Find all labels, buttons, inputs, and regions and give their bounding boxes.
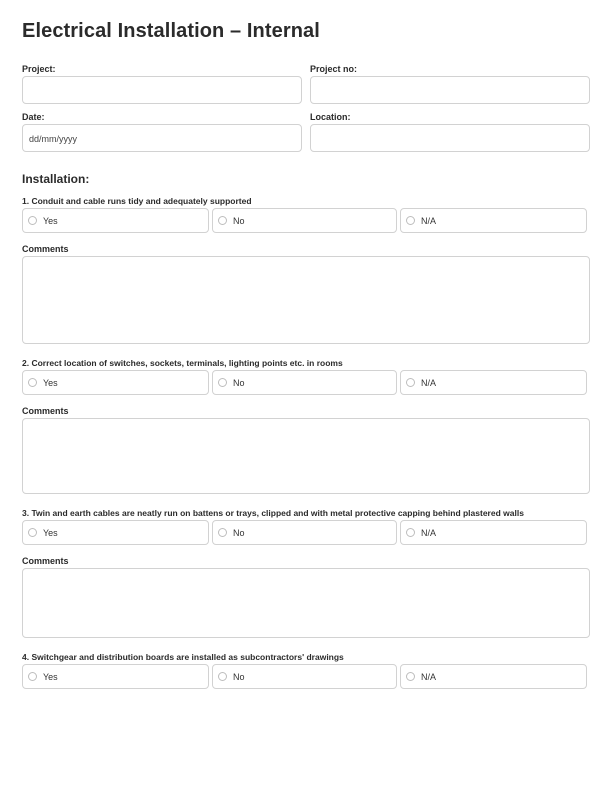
- question-1-text: 1. Conduit and cable runs tidy and adequately supported: [22, 196, 252, 206]
- option-label: N/A: [421, 216, 437, 226]
- radio-circle-icon: [28, 378, 37, 387]
- q3-comments-label: Comments: [22, 556, 69, 566]
- q2-option-no[interactable]: [212, 370, 397, 395]
- location-label: Location:: [310, 112, 351, 122]
- q1-comments-label: Comments: [22, 244, 69, 254]
- radio-circle-icon: [406, 378, 415, 387]
- option-label: No: [233, 378, 245, 388]
- date-placeholder: dd/mm/yyyy: [29, 134, 78, 144]
- option-label: No: [233, 528, 245, 538]
- page-title: Electrical Installation – Internal: [22, 20, 320, 42]
- project-no-input[interactable]: [310, 76, 590, 104]
- radio-circle-icon: [28, 672, 37, 681]
- option-label: N/A: [421, 378, 437, 388]
- option-label: Yes: [43, 378, 58, 388]
- date-input[interactable]: [22, 124, 302, 152]
- q2-option-na[interactable]: [400, 370, 587, 395]
- project-label: Project:: [22, 64, 56, 74]
- project-no-label: Project no:: [310, 64, 358, 74]
- radio-circle-icon: [218, 378, 227, 387]
- question-3-text: 3. Twin and earth cables are neatly run on battens or trays, clipped and with metal protective capping behind plastered walls: [22, 508, 524, 518]
- option-label: N/A: [421, 528, 437, 538]
- radio-circle-icon: [406, 528, 415, 537]
- q3-option-no[interactable]: [212, 520, 397, 545]
- location-input[interactable]: [310, 124, 590, 152]
- radio-circle-icon: [218, 672, 227, 681]
- q1-option-no[interactable]: [212, 208, 397, 233]
- option-label: Yes: [43, 672, 58, 682]
- radio-circle-icon: [406, 216, 415, 225]
- q4-option-no[interactable]: [212, 664, 397, 689]
- q3-comments-textarea[interactable]: [22, 568, 590, 638]
- radio-circle-icon: [28, 528, 37, 537]
- q1-option-yes[interactable]: [22, 208, 209, 233]
- q4-option-yes[interactable]: [22, 664, 209, 689]
- q4-option-na[interactable]: [400, 664, 587, 689]
- radio-circle-icon: [218, 528, 227, 537]
- q2-option-yes[interactable]: [22, 370, 209, 395]
- q1-comments-textarea[interactable]: [22, 256, 590, 344]
- option-label: No: [233, 216, 245, 226]
- project-input[interactable]: [22, 76, 302, 104]
- q3-option-yes[interactable]: [22, 520, 209, 545]
- radio-circle-icon: [406, 672, 415, 681]
- q1-option-na[interactable]: [400, 208, 587, 233]
- option-label: No: [233, 672, 245, 682]
- section-title: Installation:: [22, 172, 90, 186]
- radio-circle-icon: [28, 216, 37, 225]
- q2-comments-textarea[interactable]: [22, 418, 590, 494]
- question-4-text: 4. Switchgear and distribution boards are installed as subcontractors' drawings: [22, 652, 344, 662]
- question-2-text: 2. Correct location of switches, sockets, terminals, lighting points etc. in rooms: [22, 358, 343, 368]
- date-label: Date:: [22, 112, 45, 122]
- radio-circle-icon: [218, 216, 227, 225]
- option-label: N/A: [421, 672, 437, 682]
- option-label: Yes: [43, 216, 58, 226]
- q2-comments-label: Comments: [22, 406, 69, 416]
- option-label: Yes: [43, 528, 58, 538]
- q3-option-na[interactable]: [400, 520, 587, 545]
